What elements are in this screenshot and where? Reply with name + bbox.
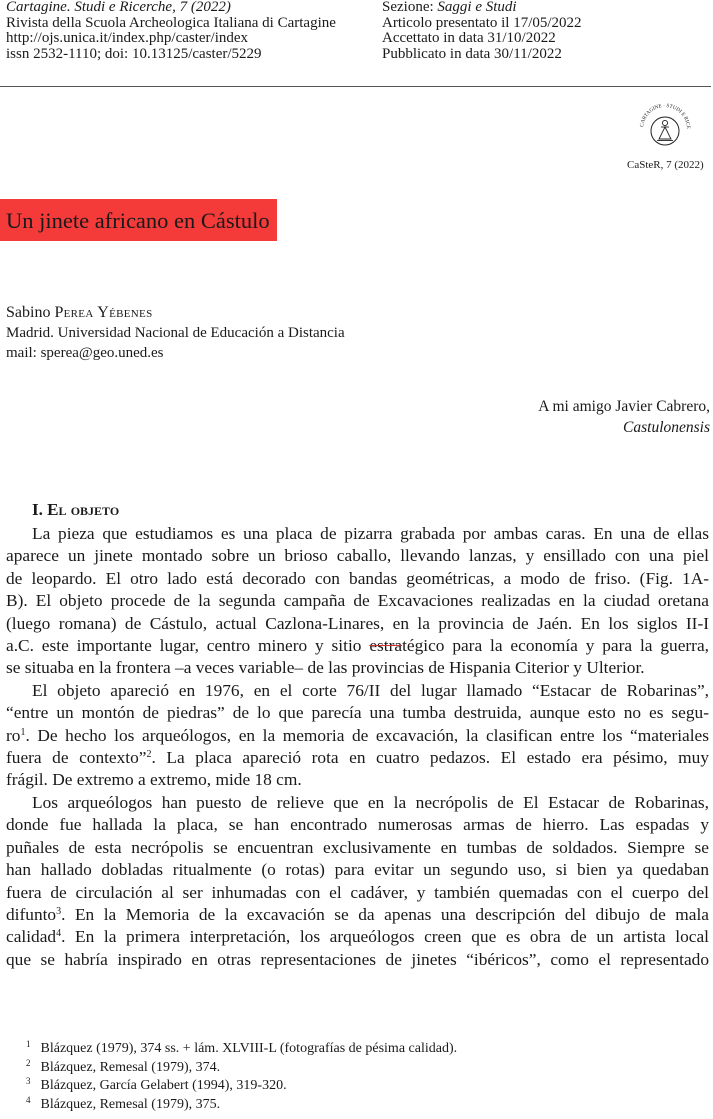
journal-subtitle: Rivista della Scuola Archeologica Italiana di Cartagine: [6, 14, 336, 31]
date-accepted: Accettato in data 31/10/2022: [382, 30, 556, 46]
body-line: difunto$^3$. En la Memoria de la excavación se da apenas una descripción del dibujo de mala: [6, 904, 709, 924]
caster-logo-icon: [632, 102, 698, 156]
dedication-line-1: A mi amigo Javier Cabrero,: [538, 398, 710, 415]
journal-url[interactable]: http://ojs.unica.it/index.php/caster/index: [6, 30, 249, 46]
body-line: puñales de esta necrópolis se encuentran exclusivamente en tumbas de soldados. Siempre se: [6, 837, 709, 857]
author-email[interactable]: mail: sperea@geo.uned.es: [6, 345, 164, 361]
body-line: La pieza que estudiamos es una placa de pizarra grabada por ambas caras. En una de ellas: [32, 524, 709, 543]
footnote-ref[interactable]: 3: [56, 905, 62, 917]
body-line: aparece un jinete montado sobre un brioso caballo, llevando lanzas, y ensillado con una piel: [6, 546, 709, 566]
footnote-ref[interactable]: 4: [56, 928, 62, 940]
journal-issn-doi: issn 2532-1110; doi: 10.13125/caster/5229: [6, 45, 262, 62]
body-line: frágil. De extremo a extremo, mide 18 cm.: [6, 770, 302, 790]
journal-title: Cartagine. Studi e Ricerche, 7 (2022): [6, 0, 231, 15]
footnote: $^3$ Blázquez, García Gelabert (1994), 319-320.: [26, 1076, 287, 1093]
body-line: $ro^1$. De hecho los arqueólogos, en la memoria de excavación, la clasifican entre los “materiales: [6, 725, 709, 745]
date-published: Pubblicato in data 30/11/2022: [382, 45, 562, 62]
body-line: B). El objeto procede de la segunda campaña de Excavaciones realizadas en la ciudad oretana: [6, 591, 709, 611]
body-text: [6, 523, 709, 971]
body-line: donde fue hallada la placa, se han encontrado numerosas armas de hierro. Las espadas y: [6, 815, 709, 835]
footnote-ref[interactable]: 1: [20, 726, 26, 738]
author-name: Sabino Perea Yébenes: [6, 304, 153, 321]
footnotes: [26, 1040, 457, 1114]
footnote: $^2$ Blázquez, Remesal (1979), 374.: [26, 1057, 221, 1075]
svg-text:CARTAGINE · STUDI E RICERCHE: CARTAGINE · STUDI E RICE: [639, 102, 692, 130]
body-line: se situaba en la frontera –a veces variable– de las provincias de Hispania Citerior y Ulterior.: [6, 658, 645, 678]
author-block: [6, 303, 345, 363]
dedication-line-2: Castulonensis: [623, 419, 710, 436]
body-line: “entre un montón de piedras” de lo que parecía una tumba destruida, aunque esto no es segu-: [6, 703, 709, 723]
body-line: calidad$^4$. En la primera interpretación, los arqueólogos creen que es obra de un artista local: [6, 927, 709, 947]
section-label: Sezione: Saggi e Studi: [382, 0, 517, 15]
body-line: a.C. este importante lugar, centro minero y sitio estratégico para la economía y para la guerra,: [6, 636, 709, 656]
logo-caption: CaSteR, 7 (2022): [627, 159, 704, 171]
body-line: de leopardo. El otro lado está decorado con bandas geométricas, a modo de friso. (Fig. 1A-: [6, 568, 709, 588]
strikethrough-text: estra: [369, 636, 403, 656]
journal-metadata: [6, 0, 336, 62]
section-heading: I. El objeto: [32, 500, 120, 519]
body-line: que se habría inspirado en otras representaciones de jinetes “ibéricos”, como el representado: [6, 949, 709, 969]
body-line: Los arqueólogos han puesto de relieve que en la necrópolis de El Estacar de Robarinas,: [32, 792, 709, 812]
footnote: $^4$ Blázquez, Remesal (1979), 375.: [26, 1094, 221, 1112]
date-submitted: Articolo presentato il 17/05/2022: [382, 14, 582, 31]
author-affiliation: Madrid. Universidad Nacional de Educación a Distancia: [6, 325, 345, 341]
header-divider: [0, 86, 711, 87]
footnote: $^1$ Blázquez (1979), 374 ss. + lám. XLVIII-L (fotografías de pésima calidad).: [26, 1039, 458, 1056]
body-line: fuera de contexto”$^2$. La placa apareció rota en cuatro pedazos. El estado era pésimo, muy: [6, 748, 709, 768]
body-line: El objeto apareció en 1976, en el corte 76/II del lugar llamado “Estacar de Robarinas”,: [32, 680, 709, 700]
body-line: fuera de circulación al ser inhumadas con el cadáver, y también quemadas con el cuerpo del: [6, 882, 709, 902]
article-title: Un jinete africano en Cástulo: [6, 208, 270, 233]
article-dates: [382, 0, 582, 62]
body-line: (luego romana) de Cástulo, actual Cazlona-Linares, en la provincia de Jaén. En los siglos II-I: [6, 613, 709, 633]
footnote-ref[interactable]: 2: [146, 749, 152, 761]
body-line: han hallado dobladas ritualmente (o rotas) para evitar un segundo uso, si bien ya quedaban: [6, 860, 709, 880]
dedication: [538, 396, 710, 438]
